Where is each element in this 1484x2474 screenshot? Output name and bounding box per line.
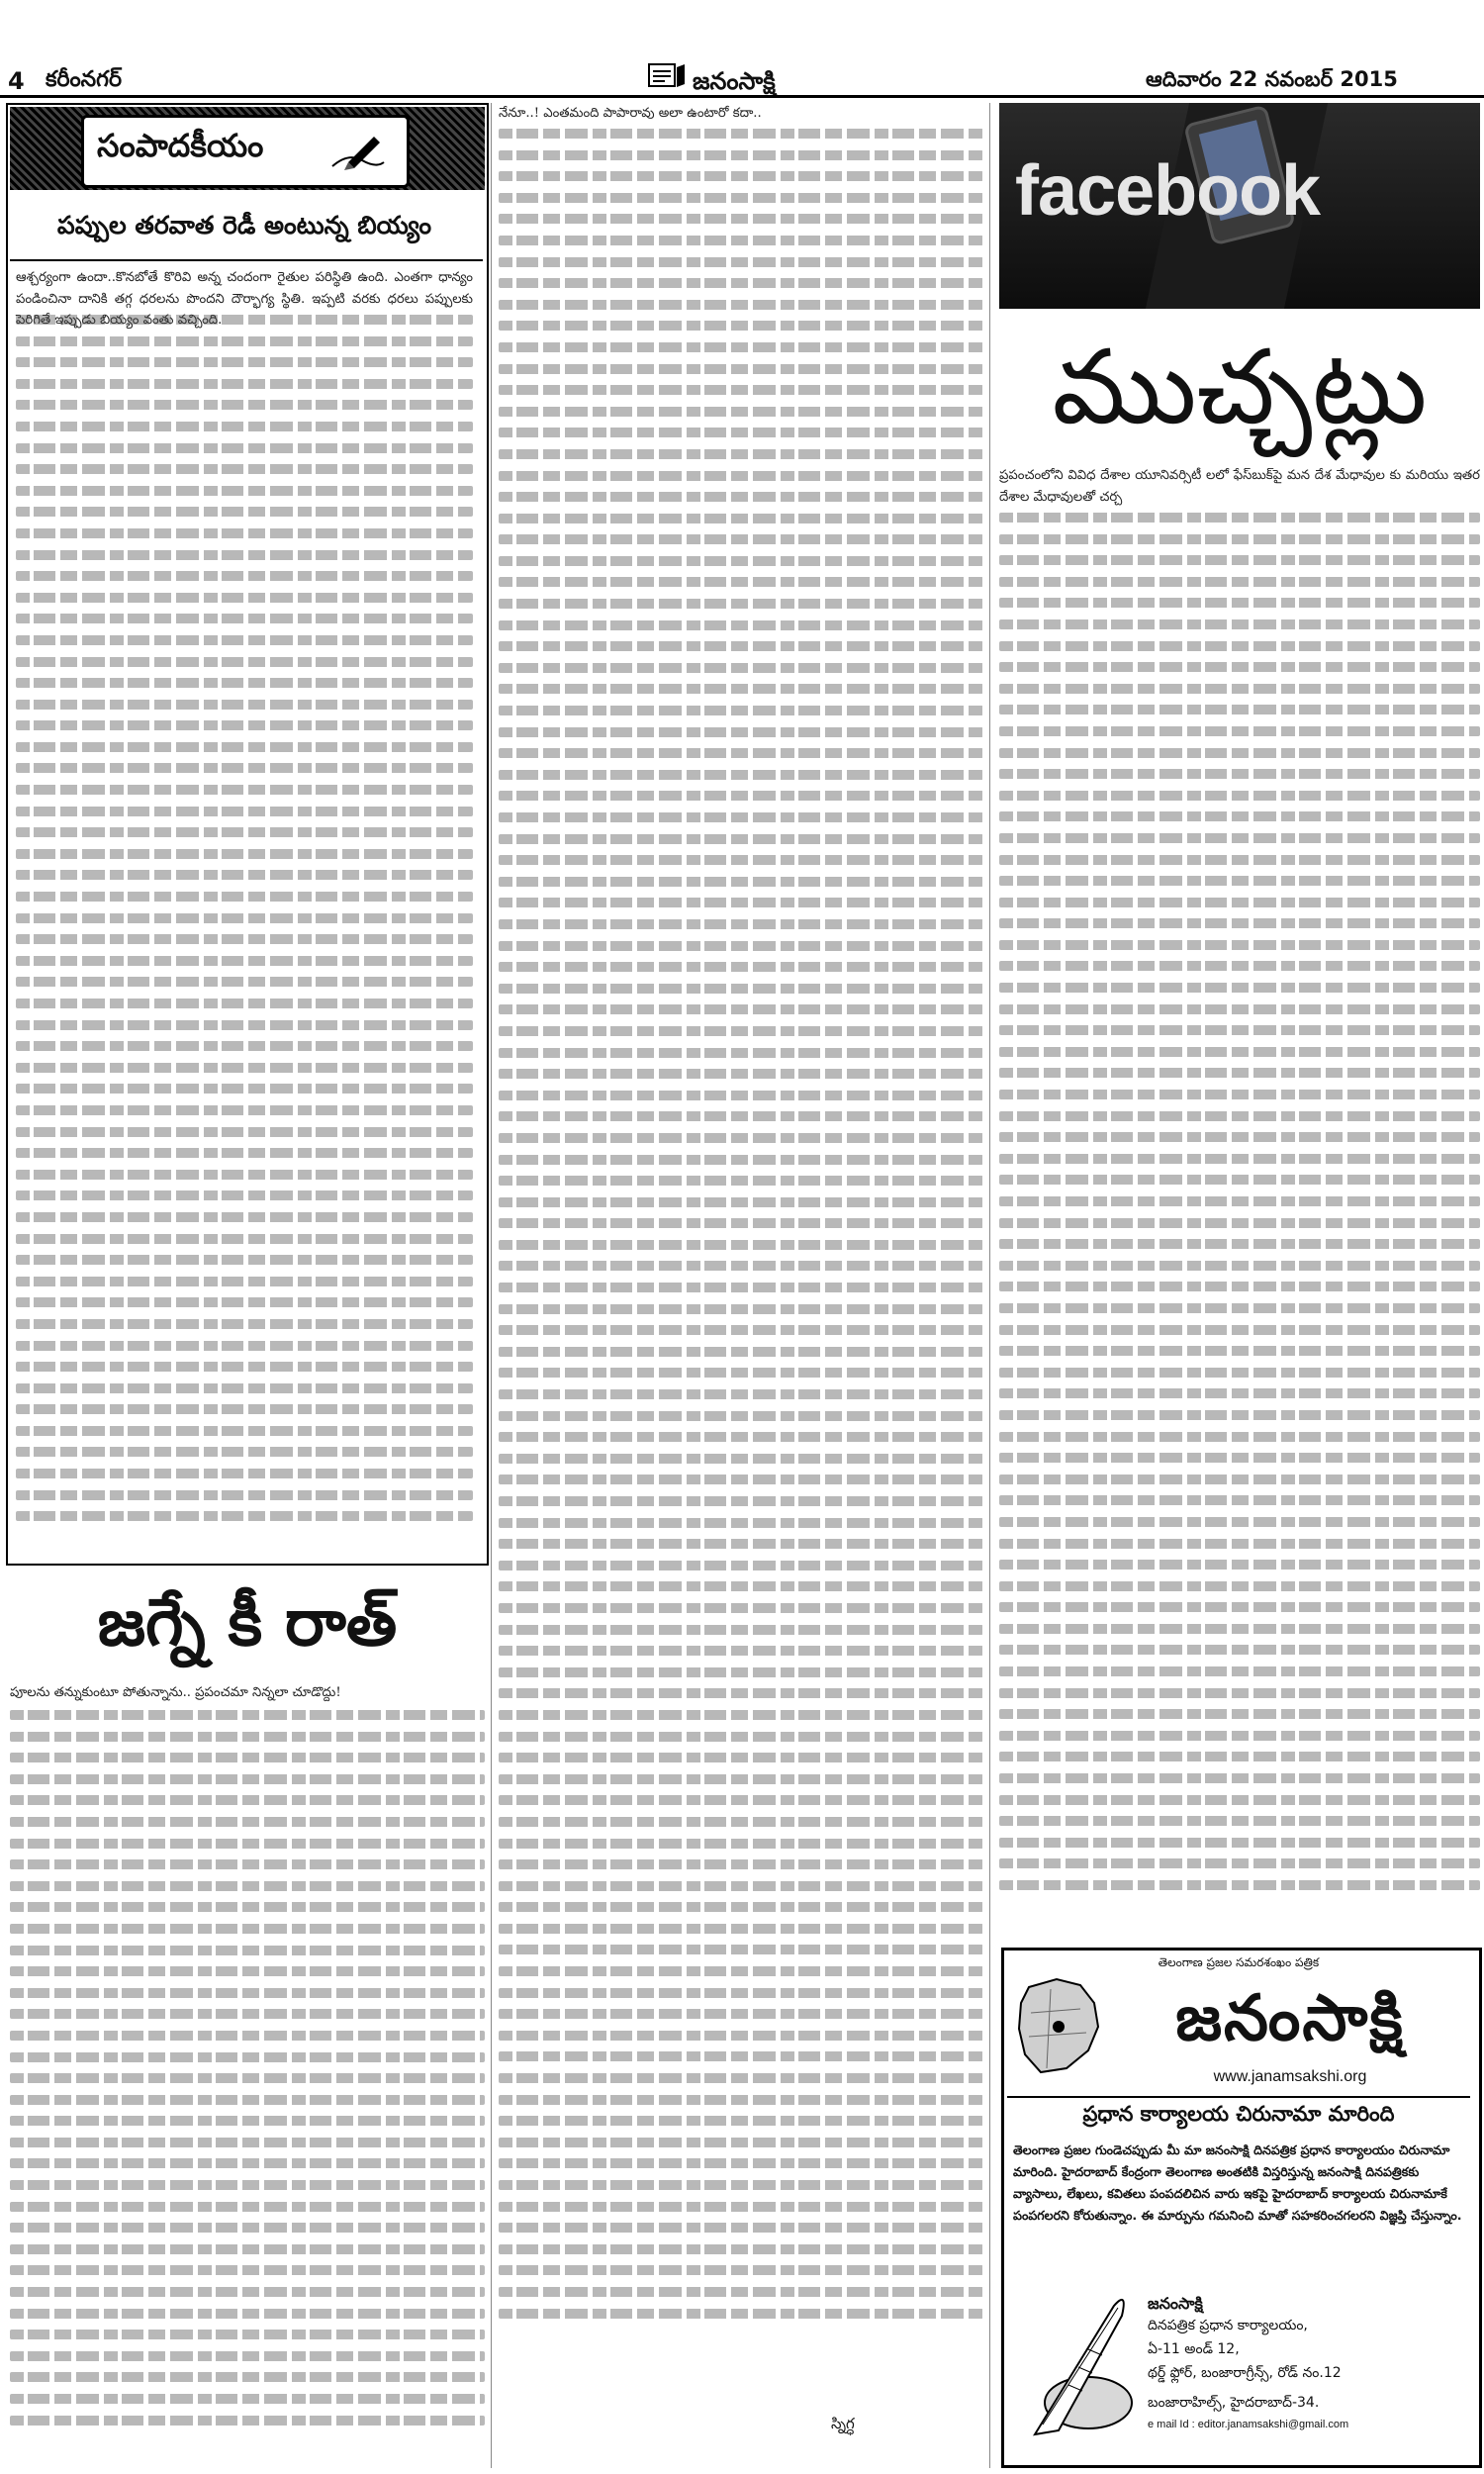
fiction-title: జగ్నే కీ రాత్	[97, 1584, 398, 1661]
advert-address-line-1: ఏ-11 అండ్ 12,	[1148, 2341, 1240, 2357]
pen-writing-icon	[328, 133, 388, 172]
masthead-title: జనంసాక్షి	[693, 67, 776, 95]
telangana-map-icon	[1011, 1973, 1106, 2082]
feature-body-text	[999, 513, 1480, 1938]
editorial-headline-rule	[10, 259, 483, 261]
edition-name: కరీంనగర్	[46, 67, 123, 92]
feature-title: ముచ్చట్లు	[1052, 327, 1428, 447]
advert-email-link[interactable]: e mail Id : editor.janamsakshi@gmail.com	[1148, 2419, 1349, 2430]
column-divider-1	[491, 103, 492, 2468]
page-number: 4	[8, 67, 25, 95]
center-opening-line: నేనూ..! ఎంతమంది పాపారావు అలా ఉంటారో కదా..	[499, 106, 762, 121]
advert-address-line-2: థర్డ్ ఫ్లోర్, బంజారాగ్రీన్స్, రోడ్ నం.12	[1148, 2365, 1342, 2381]
advert-notice-body: తెలంగాణ ప్రజల గుండెచప్పుడు మీ మా జనంసాక్షి దినపత్రిక ప్రధాన కార్యాలయం చిరునామా మారింది. హైదరాబాద్ కేంద్రంగా తెలంగాణ అంతటికి విస్తరిస్తున్న జనంసాక్షి దినపత్రికకు వ్యాసాలు, లేఖలు, కవితలు పంపదలిచిన వారు ఇకపై హైదరాబాద్ కార్యాలయ చిరునామాకే పంపగలరని కోరుతున్నాం. ఈ మార్పును గమనించి మాతో సహకరించగలరని విజ్ఞప్తి చేస్తున్నాం.	[1013, 2142, 1462, 2223]
editorial-lead: ఆశ్చర్యంగా ఉందా..కొనబోతే కొరివి అన్న చందంగా రైతుల పరిస్థితి ఉంది. ఎంతగా ధాన్యం పండించినా దానికి తగ్గ ధరలను పొందని దౌర్భాగ్య స్థితి. ఇప్పటి వరకు ధరలు పప్పులకు పెరిగితే ఇప్పుడు బియ్యం వంతు వచ్చింది.	[16, 270, 473, 329]
issue-date: ఆదివారం 22 నవంబర్ 2015	[1146, 67, 1398, 91]
advert-website-link[interactable]: www.janamsakshi.org	[1213, 2068, 1367, 2085]
facebook-banner-image	[999, 103, 1480, 309]
advert-address-line-3: బంజారాహిల్స్, హైదరాబాద్-34.	[1148, 2395, 1320, 2411]
editorial-body-text	[16, 315, 473, 1552]
quill-pen-icon	[1019, 2286, 1138, 2444]
header-rule	[0, 95, 1484, 98]
advert-brand: జనంసాక్షి	[1175, 1982, 1405, 2055]
fiction-opening-line: పూలను తన్నుకుంటూ పోతున్నాను.. ప్రపంచమా నిన్నలా చూడొద్దు!	[10, 1685, 341, 1700]
center-story-text	[499, 129, 983, 2345]
masthead-icon	[647, 61, 687, 91]
editorial-headline: పప్పుల తరవాత రెడీ అంటున్న బియ్యం	[56, 211, 432, 239]
advert-signoff: జనంసాక్షి	[1148, 2294, 1203, 2313]
editorial-section-label: సంపాదకీయం	[97, 127, 264, 164]
fiction-body-text	[10, 1710, 485, 2462]
advert-rule	[1007, 2096, 1470, 2098]
column-divider-2	[989, 103, 990, 2468]
advert-tagline: తెలంగాణ ప్రజల సమరశంఖం పత్రిక	[1158, 1955, 1320, 1969]
advert-office-label: దినపత్రిక ప్రధాన కార్యాలయం,	[1148, 2318, 1308, 2333]
feature-intro: ప్రపంచంలోని వివిధ దేశాల యూనివర్సిటీ లలో ఫేస్‌బుక్‌పై మన దేశ మేధావుల కు మరియు ఇతర దేశాల మేధావులతో చర్చ	[999, 468, 1480, 505]
center-byline: స్నిగ్ధ	[831, 2415, 855, 2432]
facebook-banner-word: facebook	[1015, 151, 1321, 231]
advert-notice-title: ప్రధాన కార్యాలయ చిరునామా మారింది	[1082, 2102, 1395, 2126]
